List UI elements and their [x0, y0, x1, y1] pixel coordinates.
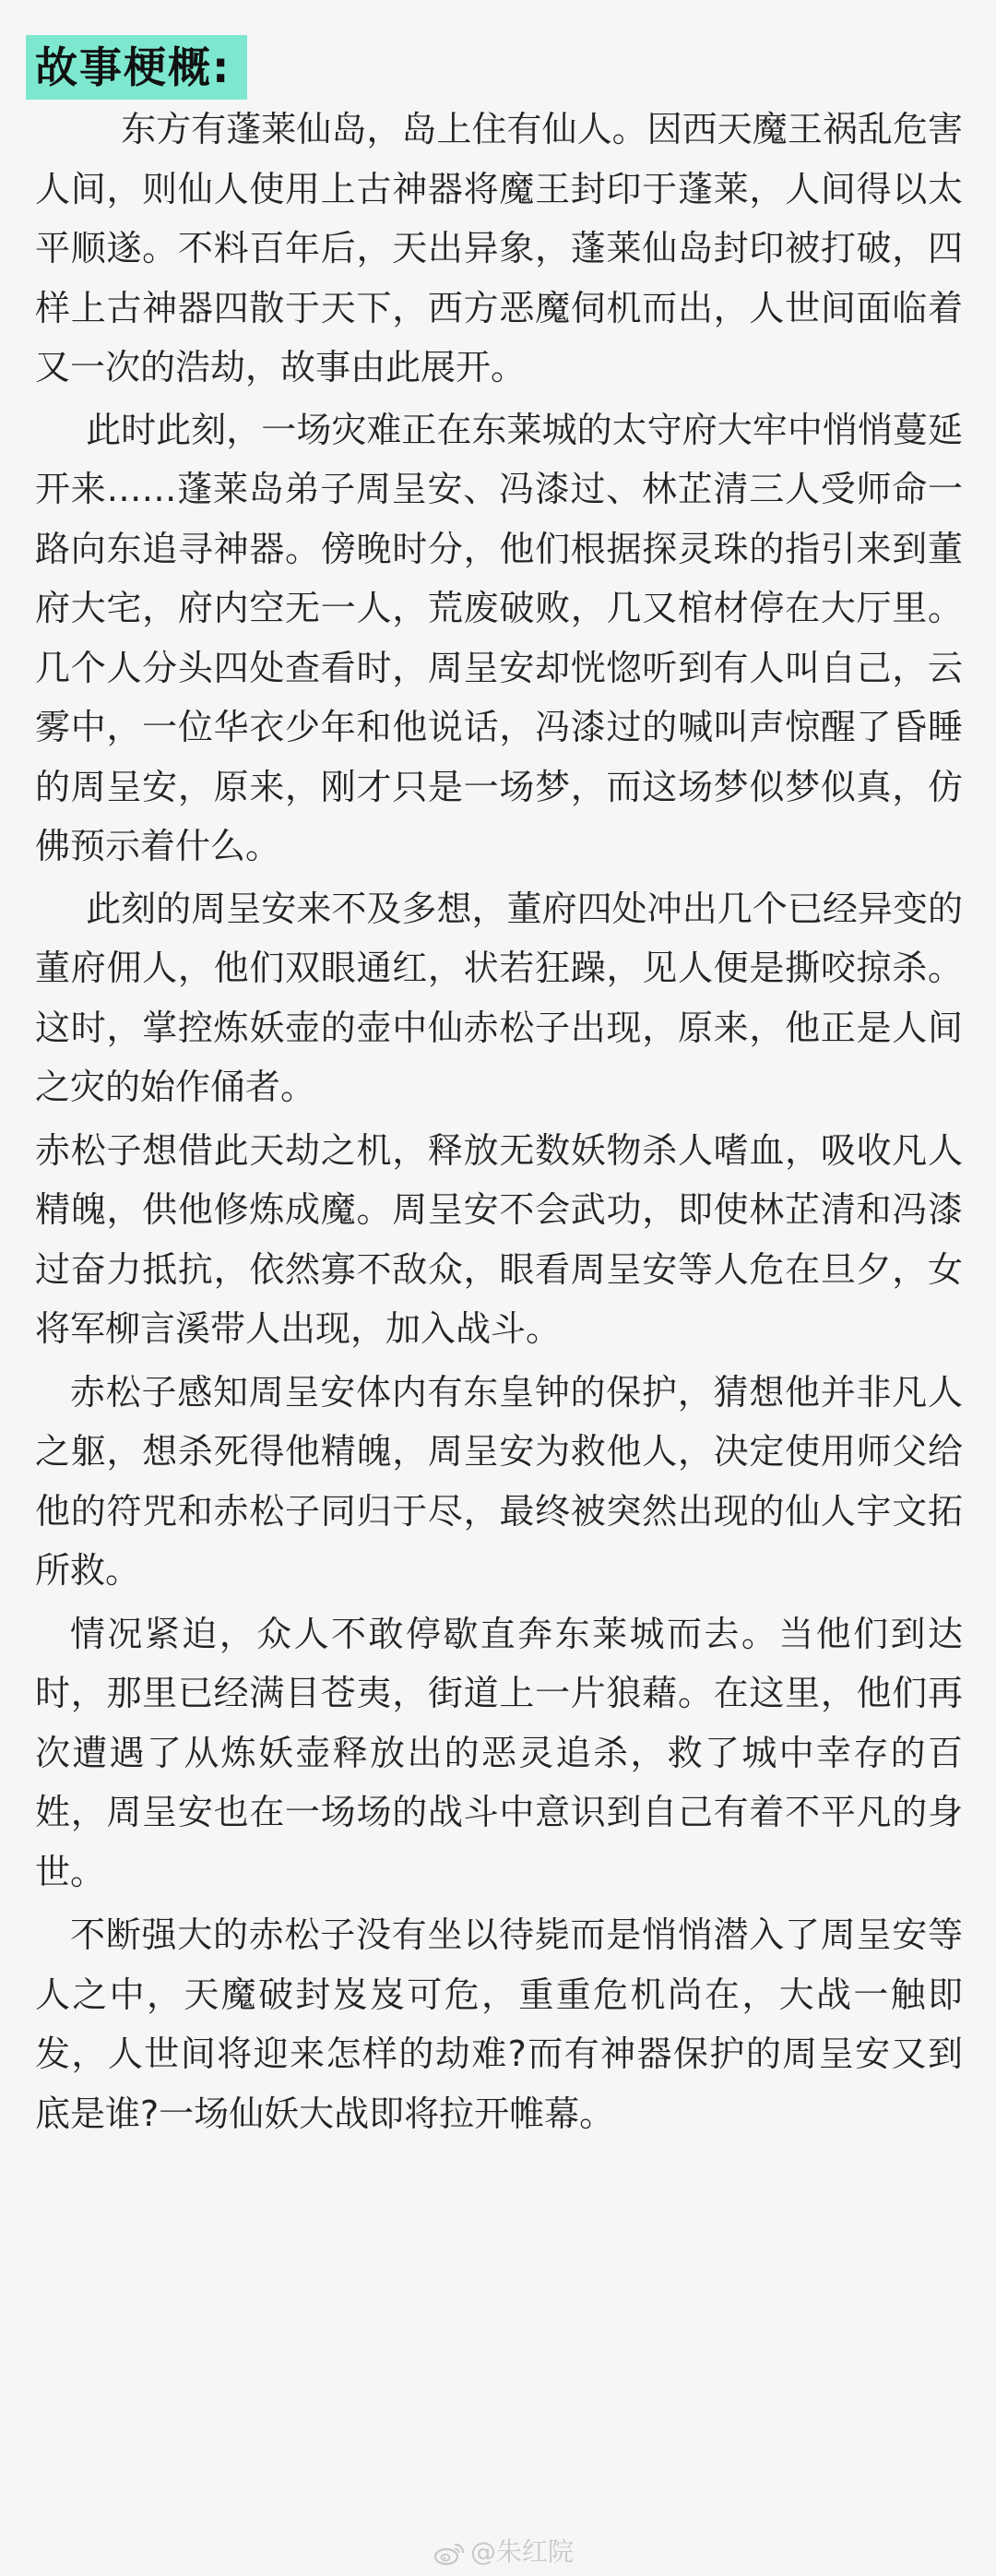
heading-container	[26, 35, 247, 100]
watermark	[433, 2535, 574, 2569]
section-heading: 故事梗概:	[26, 35, 247, 100]
paragraph-4: 赤松子想借此天劫之机，释放无数妖物杀人嗜血，吸收凡人精魄，供他修炼成魔。周呈安不会武功，即使林芷清和冯漆过奋力抵抗，依然寡不敌众，眼看周呈安等人危在旦夕，女将军柳言溪带人出现，加入战斗。	[35, 1129, 963, 1349]
paragraph-7: 不断强大的赤松子没有坐以待毙而是悄悄潜入了周呈安等人之中，天魔破封岌岌可危，重重危机尚在，大战一触即发，人世间将迎来怎样的劫难?而有神器保护的周呈安又到底是谁?一场仙妖大战即将拉开帷幕。	[35, 1914, 963, 2134]
paragraph-6: 情况紧迫，众人不敢停歇直奔东莱城而去。当他们到达时，那里已经满目苍夷，街道上一片狼藉。在这里，他们再次遭遇了从炼妖壶释放出的恶灵追杀，救了城中幸存的百姓，周呈安也在一场场的战斗中意识到自己有着不平凡的身世。	[35, 1613, 963, 1892]
paragraph-5: 赤松子感知周呈安体内有东皇钟的保护，猜想他并非凡人之躯，想杀死得他精魄，周呈安为救他人，决定使用师父给他的符咒和赤松子同归于尽，最终被突然出现的仙人宇文拓所救。	[35, 1371, 963, 1591]
paragraph-2: 此时此刻，一场灾难正在东莱城的太守府大牢中悄悄蔓延开来……蓬莱岛弟子周呈安、冯漆过、林芷清三人受师命一路向东追寻神器。傍晚时分，他们根据探灵珠的指引来到董府大宅，府内空无一人，荒废破败，几又棺材停在大厅里。几个人分头四处查看时，周呈安却恍惚听到有人叫自己，云雾中，一位华衣少年和他说话，冯漆过的喊叫声惊醒了昏睡的周呈安，原来，刚才只是一场梦，而这场梦似梦似真，仿佛预示着什么。	[35, 409, 963, 866]
weibo-logo-icon	[433, 2541, 465, 2565]
synopsis-body	[35, 100, 963, 2147]
watermark-text: @朱红院	[470, 2536, 575, 2567]
paragraph-3: 此刻的周呈安来不及多想，董府四处冲出几个已经异变的董府佣人，他们双眼通红，状若狂躁，见人便是撕咬掠杀。这时，掌控炼妖壶的壶中仙赤松子出现，原来，他正是人间之灾的始作俑者。	[35, 888, 963, 1107]
paragraph-1: 东方有蓬莱仙岛，岛上住有仙人。因西天魔王祸乱危害人间，则仙人使用上古神器将魔王封印于蓬莱，人间得以太平顺遂。不料百年后，天出异象，蓬莱仙岛封印被打破，四样上古神器四散于天下，西方恶魔伺机而出，人世间面临着又一次的浩劫，故事由此展开。	[35, 109, 963, 388]
